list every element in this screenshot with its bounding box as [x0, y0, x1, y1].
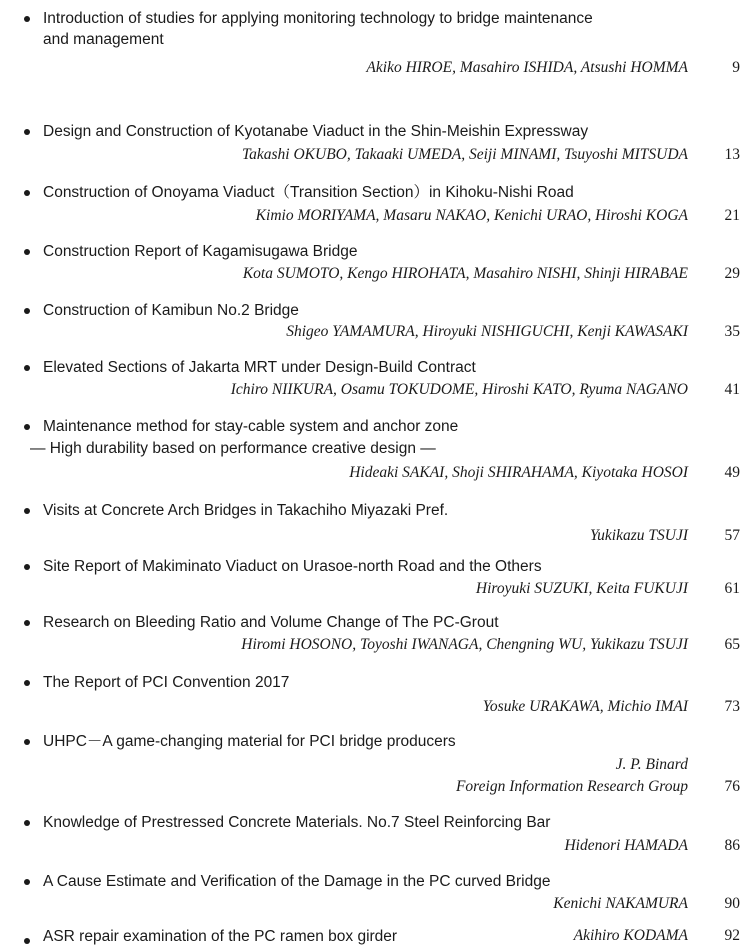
- bullet-icon: [24, 129, 30, 135]
- entry-page-number: 57: [724, 527, 740, 544]
- bullet-icon: [24, 680, 30, 686]
- entry-title: ASR repair examination of the PC ramen box girder: [43, 928, 398, 945]
- bullet-icon: [24, 249, 30, 255]
- entry-authors: Shigeo YAMAMURA, Hiroyuki NISHIGUCHI, Kenji KAWASAKI: [286, 323, 688, 340]
- entry-page-number: 13: [724, 146, 740, 163]
- entry-page-number: 90: [724, 895, 740, 912]
- entry-title: A Cause Estimate and Verification of the Damage in the PC curved Bridge: [43, 873, 551, 890]
- entry-title-continued: and management: [43, 31, 164, 48]
- bullet-icon: [24, 365, 30, 371]
- bullet-icon: [24, 820, 30, 826]
- entry-authors: J. P. Binard: [615, 756, 688, 773]
- entry-page-number: 86: [724, 837, 740, 854]
- entry-page-number: 9: [732, 59, 740, 76]
- bullet-icon: [24, 308, 30, 314]
- entry-title: Construction of Onoyama Viaduct（Transition Section）in Kihoku-Nishi Road: [43, 184, 574, 201]
- entry-authors: Akihiro KODAMA: [573, 927, 688, 944]
- entry-title: Maintenance method for stay-cable system and anchor zone: [43, 418, 459, 435]
- entry-page-number: 35: [724, 323, 740, 340]
- entry-title: Construction Report of Kagamisugawa Bridge: [43, 243, 358, 260]
- entry-page-number: 49: [724, 464, 740, 481]
- entry-authors-affiliation: Foreign Information Research Group: [455, 778, 688, 795]
- entry-title: Elevated Sections of Jakarta MRT under Design-Build Contract: [43, 359, 476, 376]
- entry-title: Visits at Concrete Arch Bridges in Takachiho Miyazaki Pref.: [43, 502, 449, 519]
- entry-authors: Hiroyuki SUZUKI, Keita FUKUJI: [475, 580, 688, 597]
- bullet-icon: [24, 190, 30, 196]
- bullet-icon: [24, 739, 30, 745]
- entry-authors: Yukikazu TSUJI: [589, 527, 688, 544]
- entry-page-number: 73: [724, 698, 740, 715]
- entry-page-number: 21: [724, 207, 740, 224]
- entry-title: Construction of Kamibun No.2 Bridge: [43, 302, 299, 319]
- entry-title: Design and Construction of Kyotanabe Viaduct in the Shin-Meishin Expressway: [43, 123, 589, 140]
- entry-title: Site Report of Makiminato Viaduct on Urasoe-north Road and the Others: [43, 558, 542, 575]
- entry-authors: Kenichi NAKAMURA: [553, 895, 688, 912]
- entry-subtitle: — High durability based on performance creative design —: [30, 440, 436, 457]
- entry-page-number: 76: [724, 778, 740, 795]
- bullet-icon: [24, 564, 30, 570]
- bullet-icon: [24, 508, 30, 514]
- entry-authors: Hideaki SAKAI, Shoji SHIRAHAMA, Kiyotaka HOSOI: [349, 464, 688, 481]
- entry-title: UHPC－A game-changing material for PCI bridge producers: [43, 733, 456, 750]
- entry-page-number: 65: [724, 636, 740, 653]
- entry-title: Introduction of studies for applying monitoring technology to bridge maintenance: [43, 10, 593, 27]
- entry-authors: Kimio MORIYAMA, Masaru NAKAO, Kenichi URAO, Hiroshi KOGA: [255, 207, 688, 224]
- entry-page-number: 92: [724, 927, 740, 944]
- entry-authors: Hidenori HAMADA: [564, 837, 688, 854]
- entry-authors: Yosuke URAKAWA, Michio IMAI: [482, 698, 688, 715]
- bullet-icon: [24, 16, 30, 22]
- bullet-icon: [24, 938, 30, 944]
- entry-page-number: 41: [724, 381, 740, 398]
- entry-authors: Hiromi HOSONO, Toyoshi IWANAGA, Chengning WU, Yukikazu TSUJI: [241, 636, 688, 653]
- entry-authors: Kota SUMOTO, Kengo HIROHATA, Masahiro NISHI, Shinji HIRABAE: [242, 265, 688, 282]
- entry-title: The Report of PCI Convention 2017: [43, 674, 290, 691]
- bullet-icon: [24, 424, 30, 430]
- entry-authors: Ichiro NIIKURA, Osamu TOKUDOME, Hiroshi KATO, Ryuma NAGANO: [230, 381, 688, 398]
- bullet-icon: [24, 620, 30, 626]
- entry-page-number: 61: [724, 580, 740, 597]
- entry-title: Research on Bleeding Ratio and Volume Change of The PC-Grout: [43, 614, 499, 631]
- entry-page-number: 29: [724, 265, 740, 282]
- entry-title: Knowledge of Prestressed Concrete Materials. No.7 Steel Reinforcing Bar: [43, 814, 551, 831]
- bullet-icon: [24, 879, 30, 885]
- entry-authors: Takashi OKUBO, Takaaki UMEDA, Seiji MINAMI, Tsuyoshi MITSUDA: [241, 146, 688, 163]
- entry-authors: Akiko HIROE, Masahiro ISHIDA, Atsushi HOMMA: [366, 59, 688, 76]
